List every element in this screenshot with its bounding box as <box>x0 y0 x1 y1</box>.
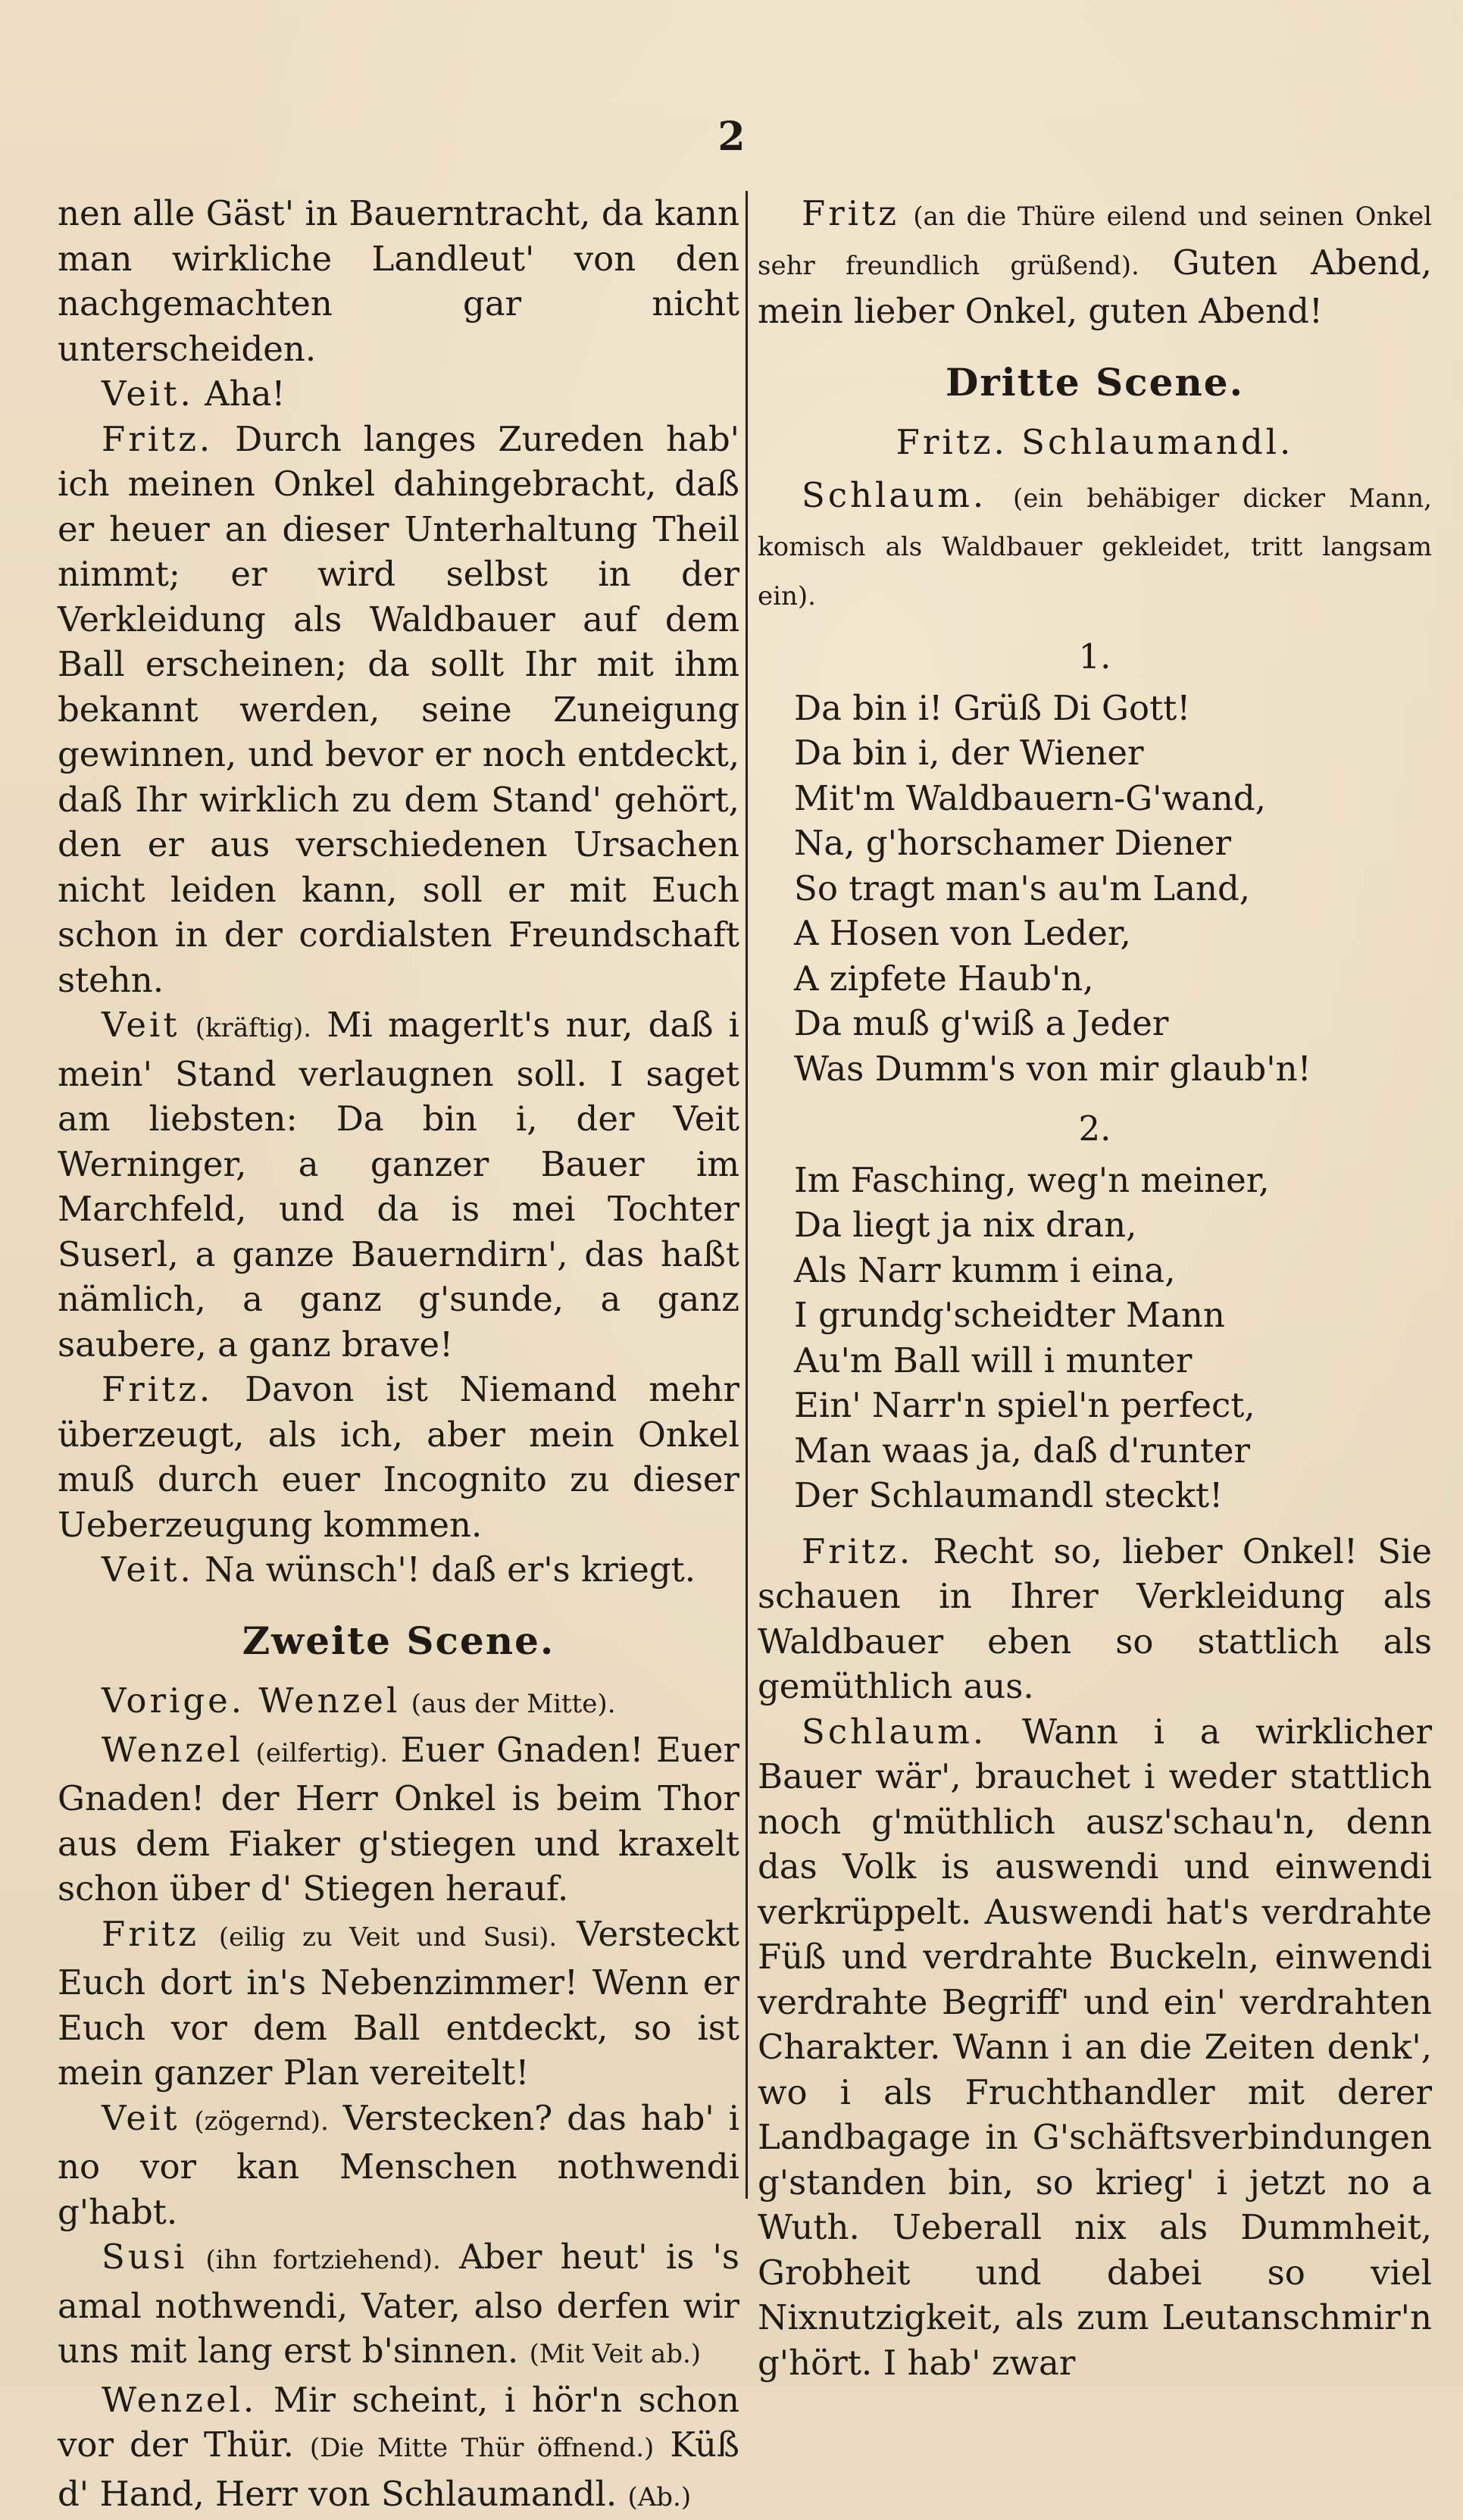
page-number: 2 <box>0 114 1463 160</box>
speech: Euer Gnaden! Euer Gnaden! der Herr Onkel is beim Thor aus dem Fiaker g'stiegen und kraxelt schon über d' Stiegen herauf. <box>58 1730 739 1909</box>
stage-direction: (Ab.) <box>627 2482 691 2512</box>
speaker: Veit <box>102 1005 180 1045</box>
verse-number: 2. <box>758 1106 1432 1152</box>
speaker: Schlaum. <box>802 1712 986 1752</box>
dialogue <box>58 371 739 417</box>
dialogue <box>758 191 1432 334</box>
verse-line: I grundg'scheidter Mann <box>794 1293 1432 1338</box>
stage-direction: (Die Mitte Thür öffnend.) <box>310 2433 654 2463</box>
dialogue <box>58 2234 739 2378</box>
verse-stanza-2 <box>758 1158 1432 1518</box>
cast-list: Fritz. Schlaumandl. <box>758 420 1432 465</box>
speech: Mir scheint, i hör'n schon vor der Thür. <box>58 2380 739 2465</box>
verse-line: Mit'm Waldbauern-G'wand, <box>794 776 1432 821</box>
verse-stanza-1 <box>758 686 1432 1092</box>
dialogue <box>58 1547 739 1593</box>
dialogue <box>58 1912 739 2096</box>
speaker: Veit <box>102 2098 180 2138</box>
stage-direction: (eilig zu Veit und Susi). <box>219 1922 557 1953</box>
right-column <box>758 191 1432 2385</box>
speech: Durch langes Zureden hab' ich meinen Onkel dahingebracht, daß er heuer an dieser Unterhaltung Theil nimmt; er wird selbst in der Verkleidung als Waldbauer auf dem Ball erscheinen; da sollt Ihr mit ihm bekannt werden, seine Zuneigung gewinnen, und bevor er noch entdeckt, daß Ihr wirklich zu dem Stand' gehört, den er aus verschiedenen Ursachen nicht leiden kann, soll er mit Euch schon in der cordialsten Freundschaft stehn. <box>58 419 739 1000</box>
dialogue <box>58 417 739 1003</box>
verse-line: Da bin i! Grüß Di Gott! <box>794 686 1432 731</box>
verse-line: Au'm Ball will i munter <box>794 1338 1432 1383</box>
speaker: Schlaum. <box>802 475 986 515</box>
dialogue <box>58 1727 739 1912</box>
speaker: Fritz. <box>102 1369 213 1409</box>
speaker: Veit. <box>102 1549 194 1590</box>
scene-heading: Zweite Scene. <box>58 1618 739 1664</box>
verse-line: Als Narr kumm i eina, <box>794 1248 1432 1293</box>
stage-direction: (Mit Veit ab.) <box>530 2339 701 2369</box>
stage-direction: (an die Thüre eilend und seinen Onkel sehr freundlich grüßend). <box>758 202 1432 281</box>
speech: Guten Abend, mein lieber Onkel, guten Abend! <box>758 242 1432 332</box>
dialogue <box>58 2096 739 2235</box>
verse-line: Da muß g'wiß a Jeder <box>794 1001 1432 1046</box>
verse-line: A zipfete Haub'n, <box>794 956 1432 1002</box>
verse-number: 1. <box>758 634 1432 680</box>
verse-line: Na, g'horschamer Diener <box>794 821 1432 866</box>
stage-direction: (ein behäbiger dicker Mann, komisch als Waldbauer gekleidet, tritt langsam ein). <box>758 483 1432 611</box>
verse-line: Da bin i, der Wiener <box>794 730 1432 776</box>
speaker: Fritz. <box>102 419 213 459</box>
speech: Davon ist Niemand mehr überzeugt, als ich, aber mein Onkel muß durch euer Incognito zu dieser Ueberzeugung kommen. <box>58 1369 739 1545</box>
dialogue <box>758 1529 1432 1709</box>
stage-direction: (kräftig). <box>195 1013 311 1043</box>
speaker: Wenzel. <box>102 2380 257 2420</box>
stage-direction: (aus der Mitte). <box>411 1689 616 1719</box>
speaker: Wenzel <box>102 1730 243 1770</box>
speech: Aha! <box>205 374 285 414</box>
scene-heading: Dritte Scene. <box>758 360 1432 405</box>
verse-line: Man waas ja, daß d'runter <box>794 1428 1432 1474</box>
speaker: Veit. <box>102 374 194 414</box>
verse-line: Ein' Narr'n spiel'n perfect, <box>794 1383 1432 1428</box>
cast-list: Vorige. Wenzel <box>102 1681 400 1721</box>
column-divider <box>746 191 748 2199</box>
speech: Na wünsch'! daß er's kriegt. <box>205 1549 696 1590</box>
speech: Mi magerlt's nur, daß i mein' Stand verlaugnen soll. I saget am liebsten: Da bin i, der Veit Werninger, a ganzer Bauer im Marchfeld, und da is mei Tochter Suserl, a ganze Bauerndirn', das haßt nämlich, a ganz g'sunde, a ganz saubere, a ganz brave! <box>58 1005 739 1365</box>
verse-line: So tragt man's au'm Land, <box>794 866 1432 911</box>
speaker: Fritz <box>802 193 899 233</box>
verse-line: A Hosen von Leder, <box>794 911 1432 956</box>
stage-direction: (ihn fortziehend). <box>206 2245 441 2275</box>
paragraph: nen alle Gäst' in Bauerntracht, da kann man wirkliche Landleut' von den nachgemachten gar nicht unterscheiden. <box>58 191 739 371</box>
stage-direction: (zögernd). <box>194 2106 329 2137</box>
dialogue <box>58 1002 739 1367</box>
speaker: Fritz <box>102 1914 199 1954</box>
speech: Aber heut' is 's amal nothwendi, Vater, also derfen wir uns mit lang erst b'sinnen. <box>58 2237 739 2371</box>
speech: Küß d' Hand, Herr von Schlaumandl. <box>58 2425 739 2514</box>
dialogue <box>58 1367 739 1547</box>
verse-line: Was Dumm's von mir glaub'n! <box>794 1046 1432 1092</box>
verse-line: Im Fasching, weg'n meiner, <box>794 1158 1432 1203</box>
speaker: Susi <box>102 2237 187 2277</box>
speech: Versteckt Euch dort in's Nebenzimmer! Wenn er Euch vor dem Ball entdeckt, so ist mein ganzer Plan vereitelt! <box>58 1914 739 2093</box>
dialogue <box>758 1709 1432 2386</box>
stage-direction: (eilfertig). <box>256 1738 388 1768</box>
scene-cast <box>58 1678 739 1727</box>
left-column <box>58 191 739 2520</box>
dialogue <box>58 2378 739 2520</box>
speaker: Fritz. <box>802 1531 913 1571</box>
speech: Wann i a wirklicher Bauer wär', brauchet i weder stattlich noch g'müthlich ausz'schau'n, denn das Volk is auswendi und einwendi verkrüppelt. Auswendi hat's verdrahte Füß und verdrahte Buckeln, einwendi verdrahte Begriff' und ein' verdrahten Charakter. Wann i an die Zeiten denk', wo i als Fruchthandler mit derer Landbagage in G'schäftsverbindungen g'standen bin, so krieg' i jetzt no a Wuth. Ueberall nix als Dummheit, Grobheit und dabei so viel Nixnutzigkeit, als zum Leutanschmir'n g'hört. I hab' zwar <box>758 1712 1432 2383</box>
speech: Recht so, lieber Onkel! Sie schauen in Ihrer Verkleidung als Waldbauer eben so stattlich als gemüthlich aus. <box>758 1531 1432 1707</box>
verse-line: Der Schlaumandl steckt! <box>794 1473 1432 1518</box>
speech: Verstecken? das hab' i no vor kan Menschen nothwendi g'habt. <box>58 2098 739 2232</box>
spacer <box>758 1518 1432 1529</box>
verse-line: Da liegt ja nix dran, <box>794 1202 1432 1248</box>
dialogue <box>758 473 1432 620</box>
